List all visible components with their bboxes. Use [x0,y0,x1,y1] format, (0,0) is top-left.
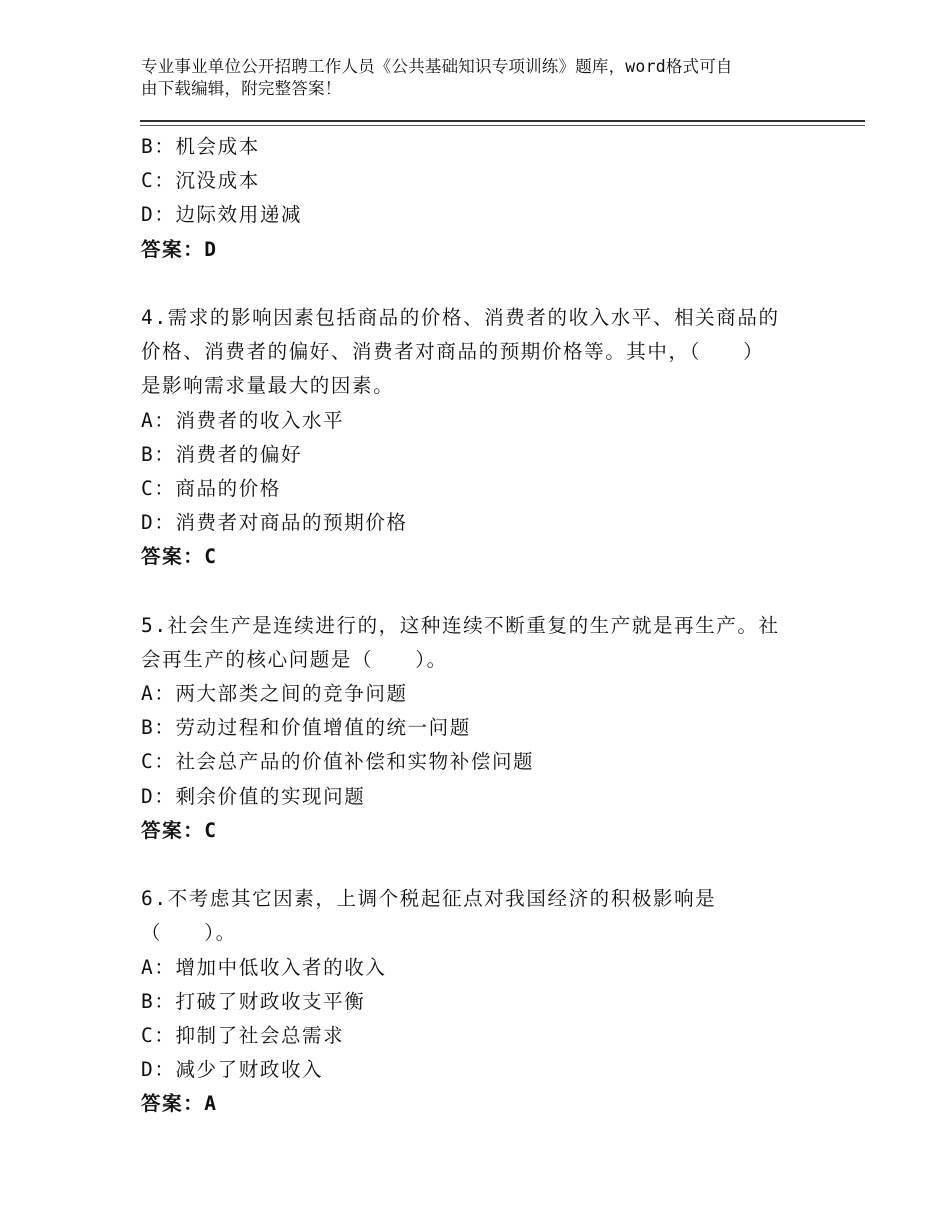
spacer [141,574,801,608]
spacer [141,848,801,882]
question-content [141,130,801,1121]
spacer [141,267,801,301]
answer: 答案：D [141,237,218,261]
question-stem: 价格、消费者的偏好、消费者对商品的预期价格等。其中，（ ） [141,340,765,364]
question-stem: 是影响需求量最大的因素。 [141,374,395,398]
option-a: A：消费者的收入水平 [141,408,345,432]
option-a: A：两大部类之间的竞争问题 [141,682,408,705]
option-d: D：剩余价值的实现问题 [141,784,366,808]
option-b: B：劳动过程和价值增值的统一问题 [141,716,471,740]
answer: 答案：C [141,545,218,569]
option-b: B：机会成本 [141,135,260,158]
question-stem: 4.需求的影响因素包括商品的价格、消费者的收入水平、相关商品的 [141,305,780,329]
document-header [141,56,801,100]
header-line-2: 由下载编辑，附完整答案！ [141,79,342,98]
option-d: D：减少了财政收入 [141,1058,324,1082]
question-stem: 6.不考虑其它因素，上调个税起征点对我国经济的积极影响是 [141,887,717,911]
answer: 答案：A [141,1092,218,1116]
option-c: C：沉没成本 [141,169,260,193]
option-b: B：打破了财政收支平衡 [141,989,366,1013]
option-a: A：增加中低收入者的收入 [141,955,387,979]
question-stem: 会再生产的核心问题是（ ）。 [141,647,448,671]
header-rule-thick [140,120,865,122]
option-b: B：消费者的偏好 [141,442,303,466]
option-d: D：消费者对商品的预期价格 [141,511,408,535]
header-rule-thin [140,125,865,126]
answer: 答案：C [141,818,218,842]
option-c: C：社会总产品的价值补偿和实物补偿问题 [141,750,535,774]
header-line-1: 专业事业单位公开招聘工作人员《公共基础知识专项训练》题库，word格式可自 [141,57,733,76]
question-stem: （ ）。 [141,921,237,945]
option-d: D：边际效用递减 [141,203,303,227]
option-c: C：商品的价格 [141,476,281,500]
option-c: C：抑制了社会总需求 [141,1023,345,1047]
question-stem: 5.社会生产是连续进行的，这种连续不断重复的生产就是再生产。社 [141,613,780,637]
